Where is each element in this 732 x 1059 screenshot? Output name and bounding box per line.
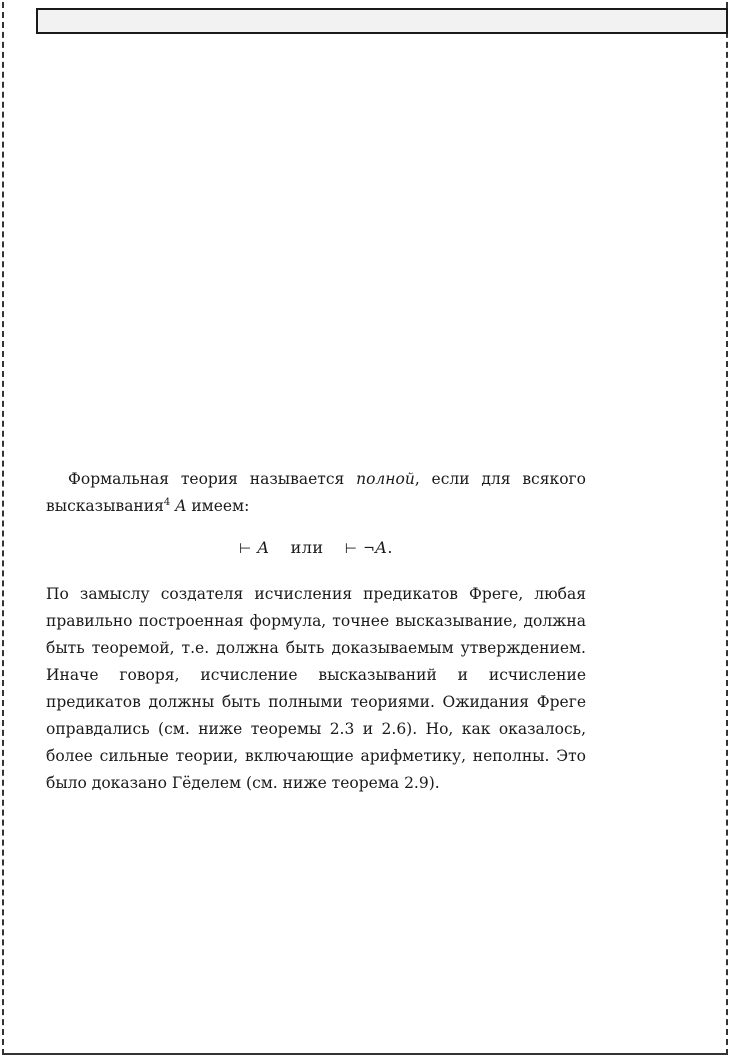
formula-variable: A — [375, 538, 388, 557]
turnstile-symbol: ⊢ — [239, 541, 252, 557]
turnstile-symbol: ⊢ — [344, 541, 358, 557]
paragraph-completeness-definition — [46, 466, 586, 520]
formula-connective: или — [290, 538, 324, 557]
header-bar — [36, 8, 728, 34]
defined-term: полной — [356, 470, 415, 488]
paragraph-frege-goedel: По замыслу создателя исчисления предикатов Фреге, любая правильно построенная формула, точнее высказывание, должна быть теоремой, т.е. должна быть доказываемым утверждением. Иначе говоря, исчисление высказываний и исчисление предикатов должны быть полными теориями. Ожидания Фреге оправдались (см. ниже теоремы 2.3 и 2.6). Но, как оказалось, более сильные теории, включающие арифметику, неполны. Это было доказано Гёделем (см. ниже теорема 2.9). — [46, 585, 586, 792]
footnote-mark[interactable]: 4 — [163, 497, 171, 508]
definition-lead: Формальная теория называется — [68, 470, 357, 488]
formula-variable: A — [175, 497, 187, 515]
text-block — [46, 466, 586, 797]
definition-tail: имеем: — [186, 497, 250, 515]
negation-symbol: ¬ — [363, 541, 376, 557]
formula-variable: A — [257, 538, 270, 557]
display-formula: ⊢ A или ⊢ ¬A. — [239, 538, 393, 557]
definition-condition: , если для всякого высказывания — [46, 470, 586, 515]
